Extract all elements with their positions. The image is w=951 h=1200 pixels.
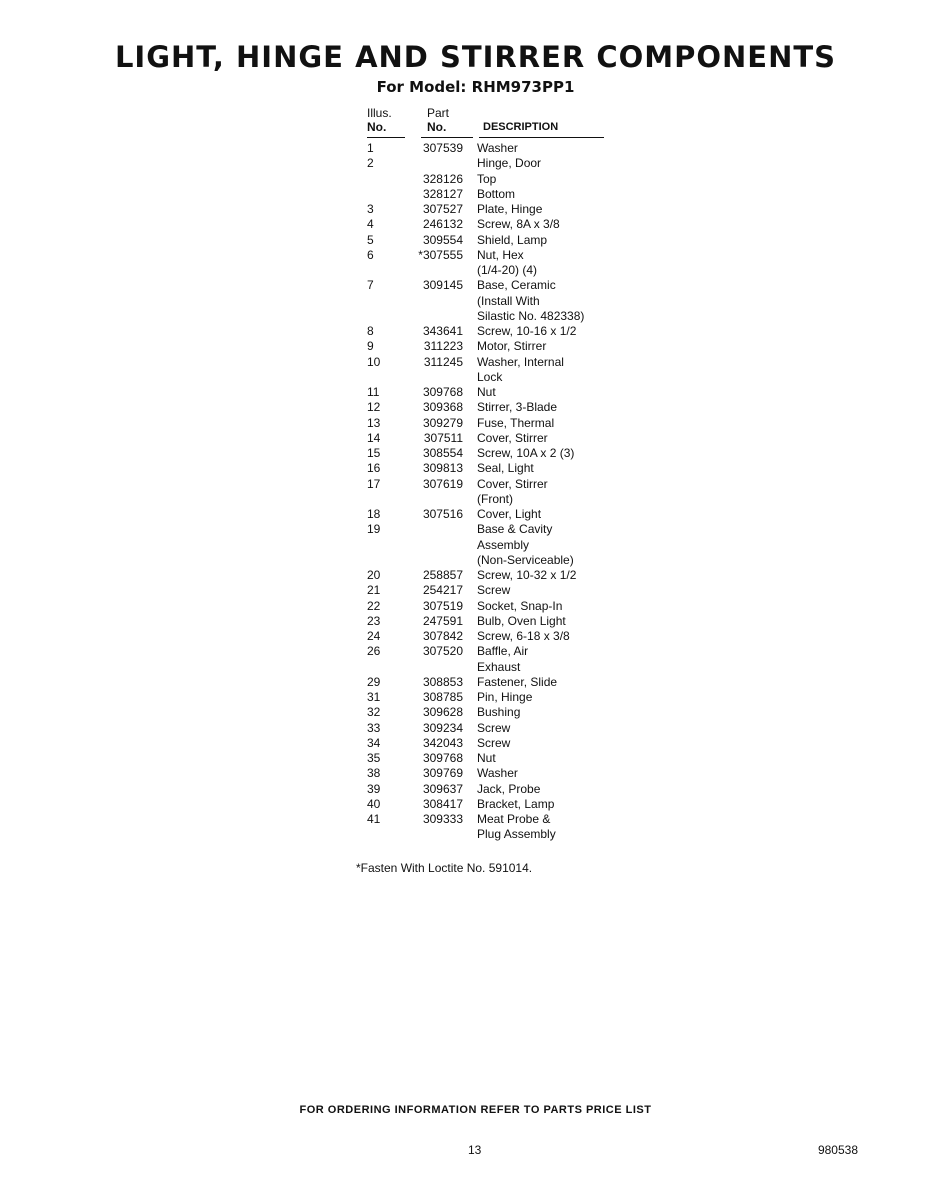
part-description: Screw, 10-16 x 1/2 <box>477 324 577 338</box>
illus-number: 3 <box>367 202 374 216</box>
part-number: 308853 <box>422 674 463 689</box>
table-row <box>367 522 617 537</box>
part-description: Washer <box>477 141 518 155</box>
part-description: Base, Ceramic <box>477 278 556 293</box>
table-row <box>367 461 617 476</box>
part-number: 308417 <box>422 796 463 811</box>
part-description: Top <box>477 171 497 186</box>
part-description: (Install With <box>477 293 540 308</box>
header-description: DESCRIPTION <box>483 121 559 133</box>
table-row <box>367 416 617 431</box>
table-row <box>367 156 617 171</box>
table-row <box>367 431 617 446</box>
part-description: Cover, Light <box>477 507 542 521</box>
part-number: 309813 <box>422 461 463 476</box>
table-row <box>367 355 617 370</box>
part-number: 247591 <box>422 613 463 628</box>
table-row <box>367 705 617 720</box>
illus-number: 12 <box>367 400 381 415</box>
part-number: 309145 <box>422 278 463 293</box>
footnote: *Fasten With Loctite No. 591014. <box>356 861 533 875</box>
part-description: Nut <box>477 751 496 765</box>
table-row <box>367 339 617 354</box>
part-number: 309368 <box>422 400 463 415</box>
header-illus-no: No. <box>367 120 387 134</box>
page-number: 13 <box>468 1143 482 1157</box>
illus-number: 14 <box>367 430 381 445</box>
part-number: 246132 <box>422 217 463 232</box>
table-row <box>367 660 617 675</box>
header-underline-part <box>421 137 473 138</box>
illus-number: 31 <box>367 690 381 704</box>
table-row <box>367 309 617 324</box>
illus-number: 32 <box>367 705 381 720</box>
illus-number: 5 <box>367 232 374 247</box>
illus-number: 26 <box>367 644 381 659</box>
ordering-note: FOR ORDERING INFORMATION REFER TO PARTS PRICE LIST <box>299 1104 652 1116</box>
part-description: Screw <box>477 735 511 750</box>
part-description: Cover, Stirrer <box>477 476 548 491</box>
part-description: Plug Assembly <box>477 827 556 842</box>
table-row <box>367 751 617 766</box>
part-description: (Front) <box>477 491 513 506</box>
parts-list <box>367 106 617 843</box>
part-description: Screw, 10A x 2 (3) <box>477 446 575 460</box>
illus-number: 11 <box>367 385 380 399</box>
table-row <box>367 766 617 781</box>
table-row <box>367 553 617 568</box>
table-row <box>367 721 617 736</box>
illus-number: 39 <box>367 781 381 796</box>
part-number: 308554 <box>422 446 463 460</box>
part-number: 307519 <box>422 598 463 613</box>
table-row <box>367 599 617 614</box>
part-description: Plate, Hinge <box>477 202 543 216</box>
part-number: 328127 <box>422 186 463 201</box>
illus-number: 18 <box>367 507 381 521</box>
part-description: Pin, Hinge <box>477 690 533 704</box>
table-row <box>367 324 617 339</box>
part-description: Shield, Lamp <box>477 232 548 247</box>
part-number: 309234 <box>422 720 463 735</box>
table-row <box>367 202 617 217</box>
table-row <box>367 812 617 827</box>
table-row <box>367 278 617 293</box>
part-description: Jack, Probe <box>477 781 541 796</box>
table-row <box>367 477 617 492</box>
table-row <box>367 538 617 553</box>
parts-rows <box>367 141 617 843</box>
illus-number: 4 <box>367 217 374 232</box>
part-number: 311245 <box>423 354 463 369</box>
illus-number: 2 <box>367 156 374 171</box>
table-row <box>367 797 617 812</box>
illus-number: 24 <box>367 629 381 643</box>
part-description: Fastener, Slide <box>477 674 558 689</box>
parts-list-header <box>367 106 617 141</box>
table-row <box>367 492 617 507</box>
illus-number: 6 <box>367 247 374 262</box>
table-row <box>367 385 617 400</box>
illus-number: 19 <box>367 522 381 537</box>
illus-number: 10 <box>367 354 381 369</box>
table-row <box>367 217 617 232</box>
part-description: Bracket, Lamp <box>477 796 555 811</box>
model-subtitle: For Model: RHM973PP1 <box>376 78 575 96</box>
part-number: 258857 <box>422 568 463 582</box>
header-part-no: No. <box>427 120 447 134</box>
table-row <box>367 172 617 187</box>
table-row <box>367 827 617 842</box>
part-number: 308785 <box>422 690 463 704</box>
table-row <box>367 736 617 751</box>
part-number: 309333 <box>422 812 463 826</box>
part-number: 311223 <box>423 339 463 354</box>
part-number: 309554 <box>422 232 463 247</box>
illus-number: 17 <box>367 476 381 491</box>
part-number: 343641 <box>422 324 463 338</box>
table-row <box>367 568 617 583</box>
header-illus: Illus. <box>367 106 392 120</box>
part-number: 328126 <box>422 171 463 186</box>
table-row <box>367 629 617 644</box>
part-number: 307511 <box>423 430 463 445</box>
illus-number: 7 <box>367 278 374 293</box>
part-description: Base & Cavity <box>477 522 553 537</box>
part-description: Hinge, Door <box>477 156 542 171</box>
part-number: 309279 <box>422 415 463 430</box>
illus-number: 9 <box>367 339 374 354</box>
part-description: Motor, Stirrer <box>477 339 547 354</box>
illus-number: 15 <box>367 446 381 460</box>
part-description: Baffle, Air <box>477 644 529 659</box>
part-description: (1/4-20) (4) <box>477 263 538 277</box>
part-description: Washer <box>477 766 518 781</box>
header-underline-illus <box>367 137 405 138</box>
part-description: Fuse, Thermal <box>477 415 555 430</box>
part-description: Bottom <box>477 186 516 201</box>
part-description: Washer, Internal <box>477 354 564 369</box>
table-row <box>367 644 617 659</box>
part-description: Nut <box>477 385 496 399</box>
illus-number: 34 <box>367 735 381 750</box>
illus-number: 35 <box>367 751 381 765</box>
part-number: *307555 <box>418 247 463 262</box>
part-description: (Non-Serviceable) <box>477 552 574 567</box>
illus-number: 16 <box>367 461 381 476</box>
part-description: Screw <box>477 583 511 598</box>
part-number: 309637 <box>422 781 463 796</box>
header-underline-description <box>479 137 604 138</box>
part-number: 307520 <box>422 644 463 659</box>
header-part: Part <box>427 106 450 120</box>
part-number: 307516 <box>422 507 463 521</box>
table-row <box>367 187 617 202</box>
part-description: Exhaust <box>477 659 521 674</box>
table-row <box>367 233 617 248</box>
table-row <box>367 263 617 278</box>
illus-number: 23 <box>367 613 381 628</box>
illus-number: 29 <box>367 674 381 689</box>
table-row <box>367 294 617 309</box>
part-description: Lock <box>477 369 503 384</box>
illus-number: 21 <box>367 583 381 598</box>
table-row <box>367 370 617 385</box>
illus-number: 41 <box>367 812 381 826</box>
part-number: 307539 <box>422 141 463 155</box>
part-number: 309769 <box>422 766 463 781</box>
part-description: Screw, 10-32 x 1/2 <box>477 568 577 582</box>
part-number: 342043 <box>422 735 463 750</box>
part-description: Screw <box>477 720 511 735</box>
table-row <box>367 507 617 522</box>
part-description: Screw, 6-18 x 3/8 <box>477 629 570 643</box>
part-description: Bulb, Oven Light <box>477 613 566 628</box>
illus-number: 22 <box>367 598 381 613</box>
table-row <box>367 141 617 156</box>
part-number: 309628 <box>422 705 463 720</box>
illus-number: 13 <box>367 415 381 430</box>
part-number: 309768 <box>422 385 463 399</box>
table-row <box>367 782 617 797</box>
table-row <box>367 400 617 415</box>
part-description: Bushing <box>477 705 521 720</box>
table-row <box>367 248 617 263</box>
part-number: 254217 <box>422 583 463 598</box>
part-number: 307842 <box>422 629 463 643</box>
illus-number: 8 <box>367 324 374 338</box>
part-description: Silastic No. 482338) <box>477 308 585 323</box>
table-row <box>367 675 617 690</box>
document-number: 980538 <box>817 1143 858 1157</box>
part-description: Meat Probe & <box>477 812 551 826</box>
part-description: Socket, Snap-In <box>477 598 563 613</box>
table-row <box>367 690 617 705</box>
part-number: 307527 <box>422 202 463 216</box>
illus-number: 1 <box>367 141 374 155</box>
part-description: Screw, 8A x 3/8 <box>477 217 560 232</box>
illus-number: 40 <box>367 796 381 811</box>
part-number: 307619 <box>422 476 463 491</box>
part-description: Stirrer, 3-Blade <box>477 400 558 415</box>
part-number: 309768 <box>422 751 463 765</box>
table-row <box>367 614 617 629</box>
part-description: Cover, Stirrer <box>477 430 548 445</box>
table-row <box>367 583 617 598</box>
page-title: LIGHT, HINGE AND STIRRER COMPONENTS <box>114 40 837 74</box>
table-row <box>367 446 617 461</box>
part-description: Seal, Light <box>477 461 534 476</box>
part-description: Assembly <box>477 537 530 552</box>
illus-number: 33 <box>367 720 381 735</box>
illus-number: 20 <box>367 568 381 582</box>
part-description: Nut, Hex <box>477 247 524 262</box>
illus-number: 38 <box>367 766 381 781</box>
